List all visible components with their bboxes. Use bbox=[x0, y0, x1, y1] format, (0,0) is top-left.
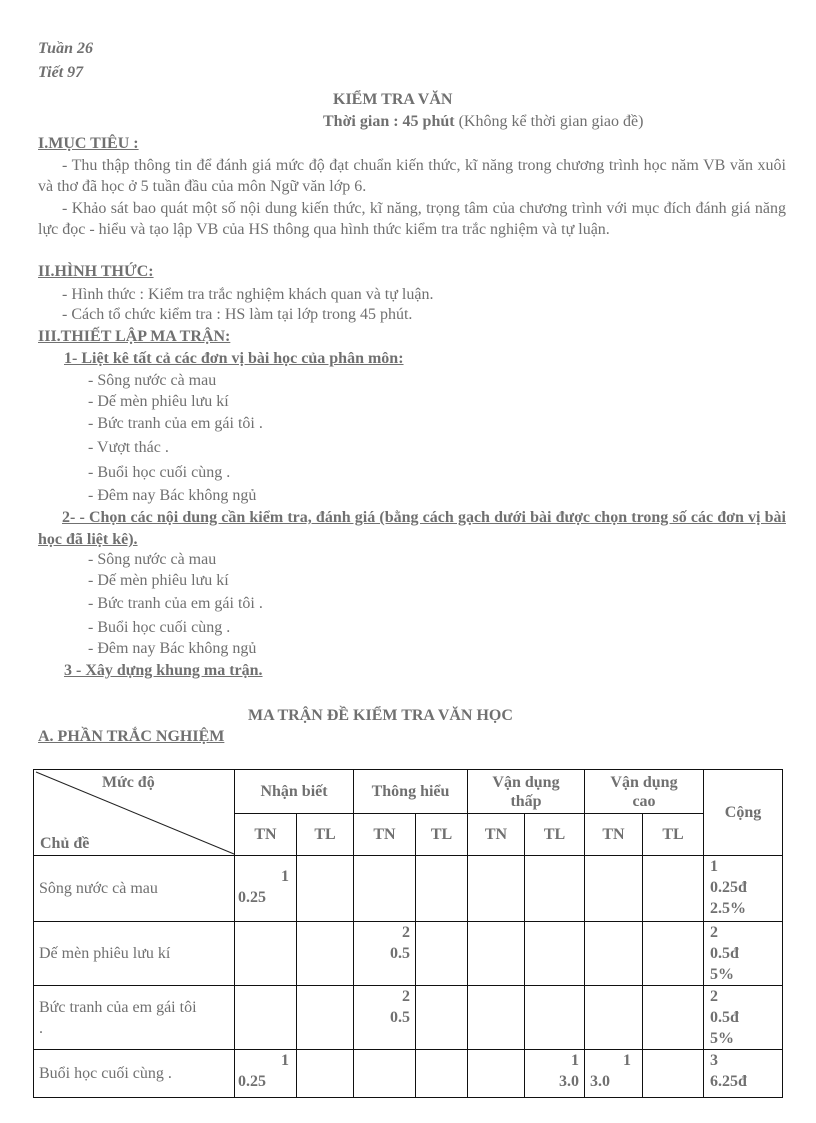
sub-header: TN bbox=[468, 814, 525, 856]
topic-cell: Sông nước cà mau bbox=[34, 856, 235, 922]
corner-bottom-label: Chủ đề bbox=[40, 835, 90, 852]
topic-cell: Buổi học cuối cùng . bbox=[34, 1050, 235, 1098]
total-cell bbox=[704, 856, 783, 922]
total-percent: 5% bbox=[710, 966, 734, 983]
list2-item: - Đêm nay Bác không ngủ bbox=[88, 640, 257, 657]
value-score: 3.0 bbox=[559, 1073, 579, 1090]
total-count: 3 bbox=[710, 1052, 718, 1069]
level-header: Vận dụng cao bbox=[585, 770, 704, 814]
list2-item: - Sông nước cà mau bbox=[88, 551, 217, 568]
part-a-heading: A. PHẦN TRẮC NGHIỆM bbox=[38, 728, 225, 745]
section3-sub3: 3 - Xây dựng khung ma trận. bbox=[64, 662, 263, 679]
week-label: Tuần 26 bbox=[38, 40, 93, 57]
total-count: 1 bbox=[710, 858, 718, 875]
sub-header: TL bbox=[525, 814, 585, 856]
value-count: 1 bbox=[281, 1052, 289, 1069]
section1-p2: - Khảo sát bao quát một số nội dung kiến thức, kĩ năng, trọng tâm của chương trình với mục đích đánh giá năng lực đọc - hiểu và tạo lập VB của HS thông qua hình thức kiểm tra trắc nghiệm và tự luận. bbox=[38, 200, 786, 238]
list1-item: - Đêm nay Bác không ngủ bbox=[88, 487, 257, 504]
corner-cell bbox=[34, 770, 235, 856]
period-label: Tiết 97 bbox=[38, 64, 84, 81]
section3-sub1: 1- Liệt kê tất cả các đơn vị bài học của phân môn: bbox=[64, 350, 404, 367]
value-cell bbox=[235, 1050, 297, 1098]
section2-l2: - Cách tổ chức kiểm tra : HS làm tại lớp trong 45 phút. bbox=[62, 306, 413, 323]
list1-item: - Buổi học cuối cùng . bbox=[88, 464, 231, 481]
total-cell bbox=[704, 1050, 783, 1098]
total-percent: 2.5% bbox=[710, 900, 746, 917]
total-score: 0.5đ bbox=[710, 1009, 739, 1026]
section3-heading: III.THIẾT LẬP MA TRẬN: bbox=[38, 328, 231, 345]
page-title: KIỂM TRA VĂN bbox=[333, 91, 453, 108]
time-note: (Không kể thời gian giao đề) bbox=[458, 113, 644, 130]
value-cell bbox=[235, 856, 297, 922]
total-score: 0.25đ bbox=[710, 879, 747, 896]
matrix-title: MA TRẬN ĐỀ KIỂM TRA VĂN HỌC bbox=[248, 707, 513, 724]
topic-cell: Dế mèn phiêu lưu kí bbox=[34, 922, 235, 986]
value-count: 1 bbox=[623, 1052, 631, 1069]
time-line bbox=[323, 112, 643, 132]
value-cell bbox=[525, 1050, 585, 1098]
value-count: 1 bbox=[571, 1052, 579, 1069]
list1-item: - Sông nước cà mau bbox=[88, 372, 217, 389]
value-cell bbox=[354, 922, 416, 986]
value-score: 3.0 bbox=[590, 1073, 610, 1090]
list2-item: - Bức tranh của em gái tôi . bbox=[88, 595, 263, 612]
value-score: 0.5 bbox=[390, 1009, 410, 1026]
total-score: 0.5đ bbox=[710, 945, 739, 962]
sub-header: TL bbox=[416, 814, 468, 856]
list1-item: - Dế mèn phiêu lưu kí bbox=[88, 393, 229, 410]
list2-item: - Buổi học cuối cùng . bbox=[88, 619, 231, 636]
table-row bbox=[34, 922, 783, 986]
section3-sub2: 2- - Chọn các nội dung cần kiểm tra, đánh giá (bằng cách gạch dưới bài được chọn trong số các đơn vị bài học đã liệt kê). bbox=[38, 509, 786, 548]
level-header: Vận dụng thấp bbox=[468, 770, 585, 814]
sub-header: TN bbox=[585, 814, 643, 856]
sub-header: TL bbox=[643, 814, 704, 856]
list1-item: - Vượt thác . bbox=[88, 439, 169, 456]
level-header: Thông hiểu bbox=[354, 770, 468, 814]
sub-header: TN bbox=[235, 814, 297, 856]
value-score: 0.5 bbox=[390, 945, 410, 962]
value-cell bbox=[354, 986, 416, 1050]
total-cell bbox=[704, 922, 783, 986]
list2-item: - Dế mèn phiêu lưu kí bbox=[88, 572, 229, 589]
section1-p1: - Thu thập thông tin để đánh giá mức độ đạt chuẩn kiến thức, kĩ năng trong chương trình học năm VB văn xuôi và thơ đã học ở 5 tuần đầu của môn Ngữ văn lớp 6. bbox=[38, 157, 786, 195]
level-header: Nhận biết bbox=[235, 770, 354, 814]
value-count: 2 bbox=[402, 988, 410, 1005]
topic-cell: Bức tranh của em gái tôi . bbox=[34, 986, 235, 1050]
value-score: 0.25 bbox=[238, 1073, 266, 1090]
total-percent: 5% bbox=[710, 1030, 734, 1047]
sub-header: TL bbox=[297, 814, 354, 856]
section2-heading: II.HÌNH THỨC: bbox=[38, 263, 154, 280]
time-label: Thời gian : 45 phút bbox=[323, 113, 455, 130]
total-count: 2 bbox=[710, 988, 718, 1005]
sub-header: TN bbox=[354, 814, 416, 856]
section1-heading: I.MỤC TIÊU : bbox=[38, 135, 139, 152]
table-row bbox=[34, 986, 783, 1050]
value-cell bbox=[585, 1050, 643, 1098]
matrix-table bbox=[33, 769, 783, 1098]
total-score: 6.25đ bbox=[710, 1073, 747, 1090]
section2-l1: - Hình thức : Kiểm tra trắc nghiệm khách quan và tự luận. bbox=[62, 286, 434, 303]
value-score: 0.25 bbox=[238, 889, 266, 906]
total-count: 2 bbox=[710, 924, 718, 941]
total-cell bbox=[704, 986, 783, 1050]
total-header: Cộng bbox=[704, 770, 783, 856]
corner-top-label: Mức độ bbox=[102, 774, 155, 791]
table-row bbox=[34, 856, 783, 922]
value-count: 1 bbox=[281, 868, 289, 885]
value-count: 2 bbox=[402, 924, 410, 941]
list1-item: - Bức tranh của em gái tôi . bbox=[88, 415, 263, 432]
table-row bbox=[34, 1050, 783, 1098]
